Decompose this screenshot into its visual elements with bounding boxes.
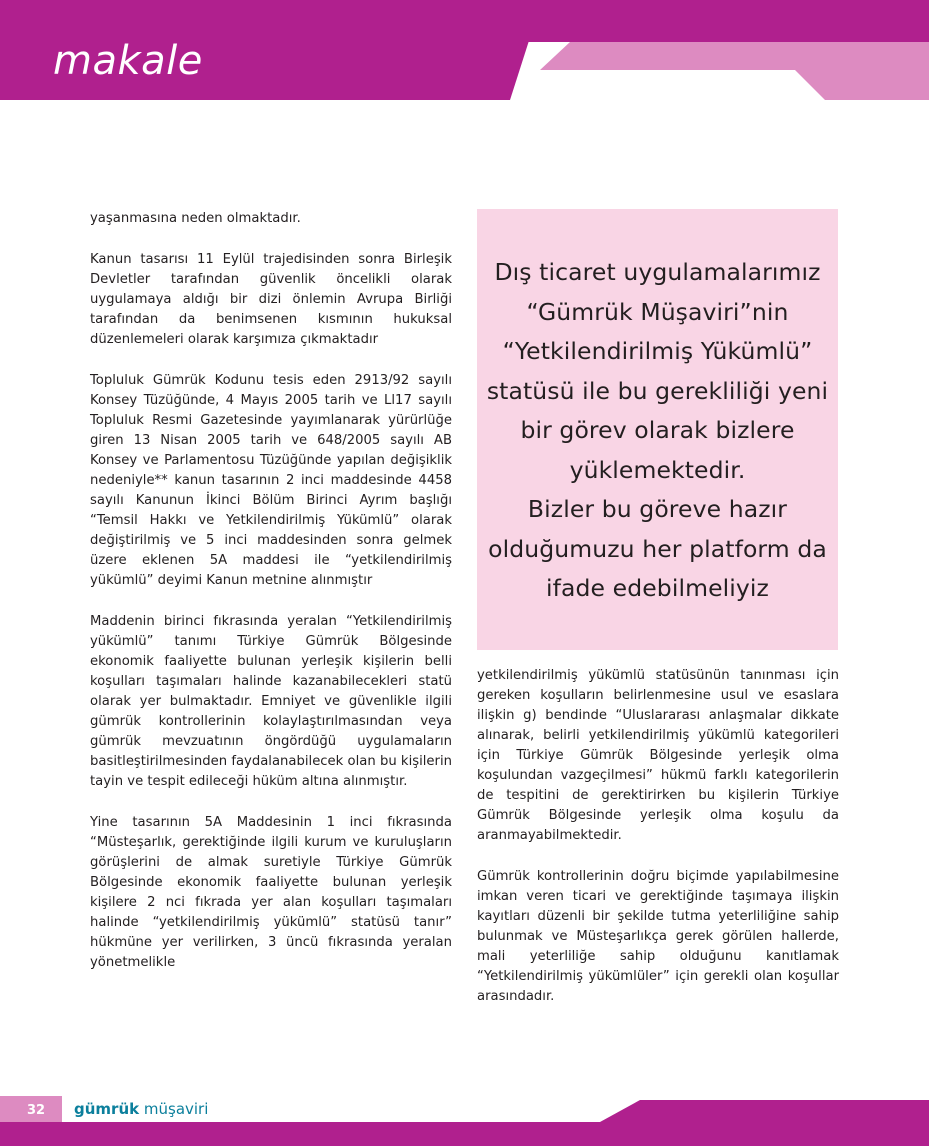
right-paragraph-1: yetkilendirilmiş yükümlü statüsünün tanınması için gereken koşulların belirlenmesine usul ve esaslara ilişkin g) bendinde “Uluslararası anlaşmalar dikkate alınarak, belirli yetkilendirilmiş yükümlü kategorileri için Türkiye Gümrük Bölgesinde yerleşik olma koşulundan vazgeçilmesi” hükmü farklı kategorilerin de tespitini de gerektirirken bu kişilerin Türkiye Gümrük Bölgesinde yerleşik olma koşulu da aranmayabilmektedir. bbox=[477, 668, 839, 843]
page-number: 32 bbox=[27, 1103, 46, 1118]
page-footer bbox=[0, 1096, 929, 1146]
left-paragraph-1: yaşanmasına neden olmaktadır. bbox=[90, 211, 301, 226]
footer-brand bbox=[74, 1100, 208, 1118]
left-paragraph-4: Maddenin birinci fıkrasında yeralan “Yetkilendirilmiş yükümlü” tanımı Türkiye Gümrük Bölgesinde ekonomik faaliyette bulunan yerleşik kişilerin belli koşulları taşımaları halinde kazanabilecekleri statü olarak yer bulmaktadır. Emniyet ve güvenlikle ilgili gümrük kontrollerinin kolaylaştırılmasından veya gümrük mevzuatının öngördüğü uygulamaların basitleştirilmesinden faydalanabilecek olan bu kişilerin tayin ve tespit edileceği hüküm altına alınmıştır. bbox=[90, 614, 452, 789]
header-light-tab bbox=[540, 42, 929, 100]
page-header bbox=[0, 0, 929, 100]
left-column bbox=[90, 209, 452, 994]
right-column bbox=[477, 666, 839, 1028]
pull-quote-text: Dış ticaret uygulamalarımız “Gümrük Müşaviri”nin “Yetkilendirilmiş Yükümlü” statüsü ile bu gerekliliği yeni bir görev olarak bizlere yüklemektedir. Bizler bu göreve hazır olduğumuzu her platform da ifade edebilmeliyiz bbox=[486, 258, 829, 602]
footer-brand-light: müşaviri bbox=[143, 1100, 209, 1118]
left-paragraph-2: Kanun tasarısı 11 Eylül trajedisinden sonra Birleşik Devletler tarafından güvenlik öncelikli olarak uygulamaya aldığı bir dizi önlemin Avrupa Birliği tarafından da benimsenen kısmının hukuksal düzenlemeleri olarak karşımıza çıkmaktadır bbox=[90, 252, 452, 347]
footer-bottom-band bbox=[0, 1122, 929, 1146]
section-title: makale bbox=[53, 38, 203, 84]
right-paragraph-2: Gümrük kontrollerinin doğru biçimde yapılabilmesine imkan veren ticari ve gerektiğinde taşımaya ilişkin kayıtları düzenli bir şekilde tutma yeterliliğine sahip bulunmak ve Müsteşarlıkça gerek görülen hallerde, mali yeterliliğe sahip olduğunu kanıtlamak “Yetkilendirilmiş yükümlüler” için gerekli olan koşullar arasındadır. bbox=[477, 869, 839, 1004]
footer-brand-bold: gümrük bbox=[74, 1100, 140, 1118]
footer-right-band bbox=[600, 1100, 929, 1122]
pull-quote-box bbox=[477, 209, 838, 650]
left-paragraph-3: Topluluk Gümrük Kodunu tesis eden 2913/92 sayılı Konsey Tüzüğünde, 4 Mayıs 2005 tarih ve Ll17 sayılı Topluluk Resmi Gazetesinde yayımlanarak yürürlüğe giren 13 Nisan 2005 tarih ve 648/2005 sayılı AB Konsey ve Parlamentosu Tüzüğünde yapılan değişiklik nedeniyle** kanun tasarının 2 inci maddesinde 4458 sayılı Kanunun İkinci Bölüm Birinci Ayrım başlığı “Temsil Hakkı ve Yetkilendirilmiş Yükümlü” olarak değiştirilmiş ve 5 inci maddesinden sonra gelmek üzere eklenen 5A maddesi ile “yetkilendirilmiş yükümlü” deyimi Kanun metnine alınmıştır bbox=[90, 373, 452, 588]
left-paragraph-5: Yine tasarının 5A Maddesinin 1 inci fıkrasında “Müsteşarlık, gerektiğinde ilgili kurum ve kuruluşların görüşlerini de almak suretiyle Türkiye Gümrük Bölgesinde ekonomik faaliyette bulunan yerleşik kişilere 2 nci fıkrada yer alan koşulları taşımaları halinde “yetkilendirilmiş yükümlü” statüsü tanır” hükmüne yer verilirken, 3 üncü fıkrasında yeralan yönetmelikle bbox=[90, 815, 452, 970]
